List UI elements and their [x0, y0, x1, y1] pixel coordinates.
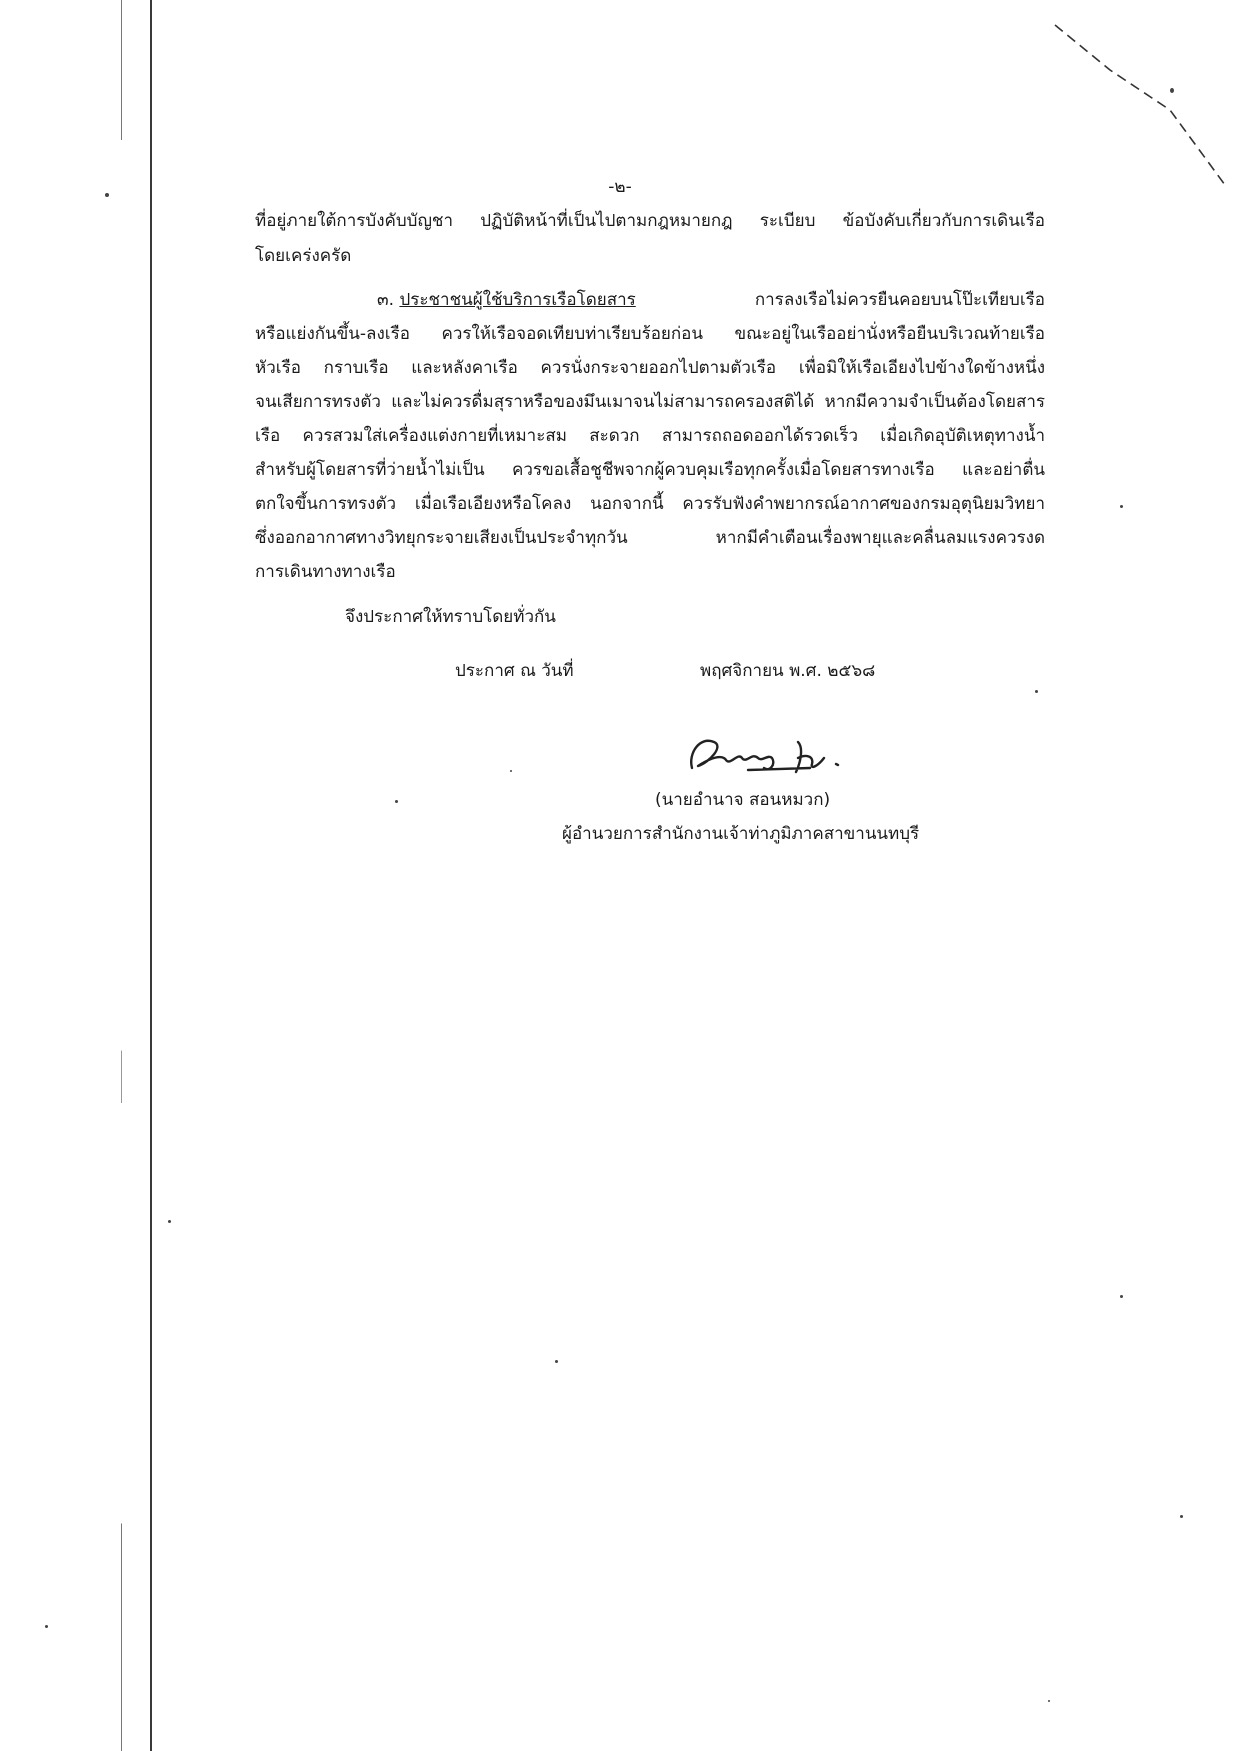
section3-line-3: จนเสียการทรงตัว และไม่ควรดื่มสุราหรือของมึนเมาจนไม่สามารถครองสติได้ หากมีความจำเป็นต้องโดยสาร	[255, 392, 1045, 412]
section3-first-line-rest: การลงเรือไม่ควรยืนคอยบนโป๊ะเทียบเรือ	[754, 290, 1045, 310]
intro-line-2: โดยเคร่งครัด	[255, 246, 352, 266]
section3-line-2: หัวเรือ กราบเรือ และหลังคาเรือ ควรนั่งกระจายออกไปตามตัวเรือ เพื่อมิให้เรือเอียงไปข้างใดข้างหนึ่ง	[255, 358, 1045, 378]
scan-speck	[1180, 1515, 1183, 1518]
scan-speck	[1170, 88, 1174, 93]
date-month-year: พฤศจิกายน พ.ศ. ๒๕๖๘	[700, 661, 876, 681]
scan-speck	[1035, 690, 1038, 693]
scan-speck	[555, 1360, 558, 1363]
scan-speck	[1120, 505, 1123, 508]
signature	[680, 728, 880, 788]
date-prefix: ประกาศ ณ วันที่	[455, 661, 574, 681]
section3-line-5: สำหรับผู้โดยสารที่ว่ายน้ำไม่เป็น ควรขอเสื้อชูชีพจากผู้ควบคุมเรือทุกครั้งเมื่อโดยสารทางเรือ และอย่าตื่น	[255, 460, 1045, 480]
section3-number: ๓.	[377, 290, 395, 310]
scan-speck	[1120, 1295, 1123, 1298]
signatory-name: (นายอำนาจ สอนหมวก)	[655, 790, 831, 810]
scan-speck	[45, 1625, 48, 1628]
closing-statement: จึงประกาศให้ทราบโดยทั่วกัน	[345, 607, 556, 627]
section3-line-4: เรือ ควรสวมใส่เครื่องแต่งกายที่เหมาะสม สะดวก สามารถถอดออกได้รวดเร็ว เมื่อเกิดอุบัติเหตุทางน้ำ	[255, 426, 1045, 446]
section3-line-1: หรือแย่งกันขึ้น-ลงเรือ ควรให้เรือจอดเทียบท่าเรียบร้อยก่อน ขณะอยู่ในเรืออย่านั่งหรือยืนบริเวณท้ายเรือ	[255, 324, 1045, 344]
section3-first-line	[377, 289, 1045, 311]
scan-speck	[105, 193, 109, 197]
scan-binding-edge	[150, 0, 152, 1751]
scan-punch-line	[121, 0, 122, 1751]
page-number: -๒-	[608, 177, 632, 197]
section3-line-8: การเดินทางทางเรือ	[255, 562, 396, 582]
section3-line-7: ซึ่งออกอากาศทางวิทยุกระจายเสียงเป็นประจำทุกวัน หากมีคำเตือนเรื่องพายุและคลื่นลมแรงควรงด	[255, 528, 1045, 548]
intro-line-1: ที่อยู่ภายใต้การบังคับบัญชา ปฏิบัติหน้าที่เป็นไปตามกฎหมายกฎ ระเบียบ ข้อบังคับเกี่ยวกับการเดินเรือ	[255, 211, 1045, 231]
scan-artifact-lines	[1040, 15, 1230, 200]
signatory-title: ผู้อำนวยการสำนักงานเจ้าท่าภูมิภาคสาขานนทบุรี	[562, 824, 920, 844]
scan-speck	[168, 1220, 171, 1223]
scan-speck	[510, 770, 512, 772]
section3-heading: ประชาชนผู้ใช้บริการเรือโดยสาร	[399, 290, 636, 310]
scan-speck	[395, 800, 398, 803]
scan-speck	[1048, 1700, 1050, 1702]
section3-line-6: ตกใจขึ้นการทรงตัว เมื่อเรือเอียงหรือโคลง นอกจากนี้ ควรรับฟังคำพยากรณ์อากาศของกรมอุตุนิยมวิทยา	[255, 494, 1045, 514]
